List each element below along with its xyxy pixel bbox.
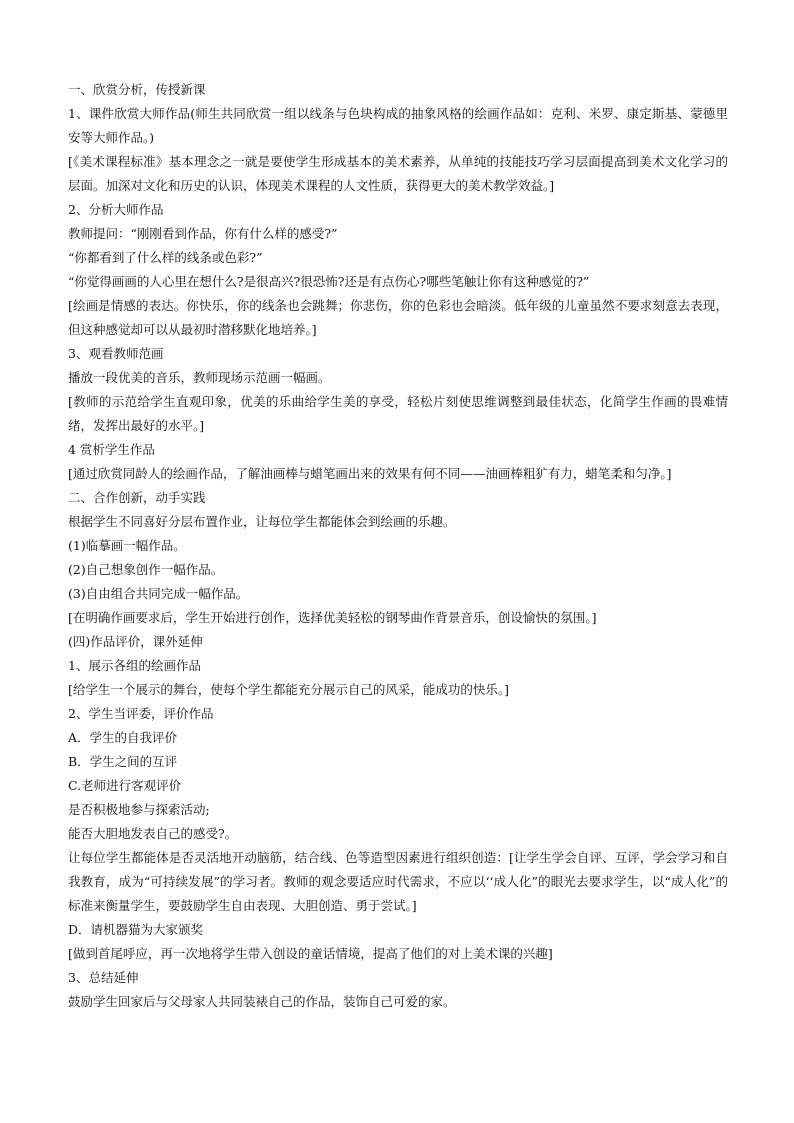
text-line: 鼓励学生回家后与父母家人共同装裱自己的作品，装饰自己可爱的家。 — [68, 994, 456, 1009]
task-item: (3)自由组合共同完成一幅作品。 — [68, 586, 249, 601]
task-item: (2)自己想象创作一幅作品。 — [68, 562, 224, 577]
bracket-note: [在明确作画要求后，学生开始进行创作，选择优美轻松的钢琴曲作背景音乐，创设愉快的氛围。] — [68, 610, 597, 625]
text-line: 播放一段优美的音乐，教师现场示范画一幅画。 — [68, 370, 331, 385]
bracket-note: [做到首尾呼应，再一次地将学生带入创设的童话情境，提高了他们的对上美术课的兴趣] — [68, 946, 553, 961]
evaluation-item: B．学生之间的互评 — [68, 754, 178, 769]
task-item: (1)临摹画一幅作品。 — [68, 538, 186, 553]
question-line: “你都看到了什么样的线条或色彩?” — [68, 250, 263, 265]
list-item: 2、分析大师作品 — [68, 202, 164, 217]
question-line: “你觉得画画的人心里在想什么?是很高兴?很恐怖?还是有点伤心?哪些笔触让你有这种感觉的?” — [68, 274, 590, 289]
text-line: 根据学生不同喜好分层布置作业，让每位学生都能体会到绘画的乐趣。 — [68, 514, 456, 529]
list-item: 1、展示各组的绘画作品 — [68, 658, 201, 673]
section-heading: 二、合作创新，动手实践 — [68, 490, 206, 505]
bracket-note: [《美术课程标准》基本理念之一就是要使学生形成基本的美术素养，从单纯的技能技巧学习层面提高到美术文化学习的层面。加深对文化和历史的认识，体现美术课程的人文性质，获得更大的美术教学效益。] — [68, 154, 728, 193]
criteria-line: 能否大胆地发表自己的感受?。 — [68, 826, 238, 841]
section-heading: (四)作品评价，课外延伸 — [68, 634, 203, 649]
evaluation-item: C.老师进行客观评价 — [68, 778, 182, 793]
evaluation-item: A．学生的自我评价 — [68, 730, 178, 745]
bracket-note: 让每位学生都能体是否灵活地开动脑筋，结合线、色等造型因素进行组织创造：[让学生学会自评、互评，学会学习和自我教育，成为“可持续发展”的学习者。教师的观念要适应时代需求，不应以‘‘成人化”的眼光去要求学生，以“成人化”的标准来衡量学生，要鼓励学生自由表现、大胆创造、勇于尝试。] — [68, 850, 728, 913]
bracket-note: [绘画是情感的表达。你快乐，你的线条也会跳舞；你悲伤，你的色彩也会暗淡。低年级的儿童虽然不要求刻意去表现，但这种感觉却可以从最初时潜移默化地培养。] — [68, 298, 728, 337]
list-item: 2、学生当评委，评价作品 — [68, 706, 214, 721]
bracket-note: [给学生一个展示的舞台，使每个学生都能充分展示自己的风采，能成功的快乐。] — [68, 682, 510, 697]
bracket-note: [教师的示范给学生直观印象，优美的乐曲给学生美的享受，轻松片刻使思维调整到最佳状态，化简学生作画的畏难情绪，发挥出最好的水平。] — [68, 394, 728, 433]
question-line: 教师提问：“刚刚看到作品，你有什么样的感受?” — [68, 226, 338, 241]
document-body — [68, 78, 728, 1014]
list-item: 3、总结延伸 — [68, 970, 139, 985]
list-item: 3、观看教师范画 — [68, 346, 164, 361]
list-item: 1、课件欣赏大师作品(师生共同欣赏一组以线条与色块构成的抽象风格的绘画作品如：克利、米罗、康定斯基、蒙德里安等大师作品。) — [68, 106, 728, 145]
criteria-line: 是否积极地参与探索活动; — [68, 802, 210, 817]
evaluation-item: D．请机器猫为大家颁奖 — [68, 922, 204, 937]
section-heading: 一、欣赏分析，传授新课 — [68, 82, 206, 97]
bracket-note: [通过欣赏同龄人的绘画作品，了解油画棒与蜡笔画出来的效果有何不同——油画棒粗犷有力，蜡笔柔和匀净。] — [68, 466, 672, 481]
list-item: 4 赏析学生作品 — [68, 442, 155, 457]
